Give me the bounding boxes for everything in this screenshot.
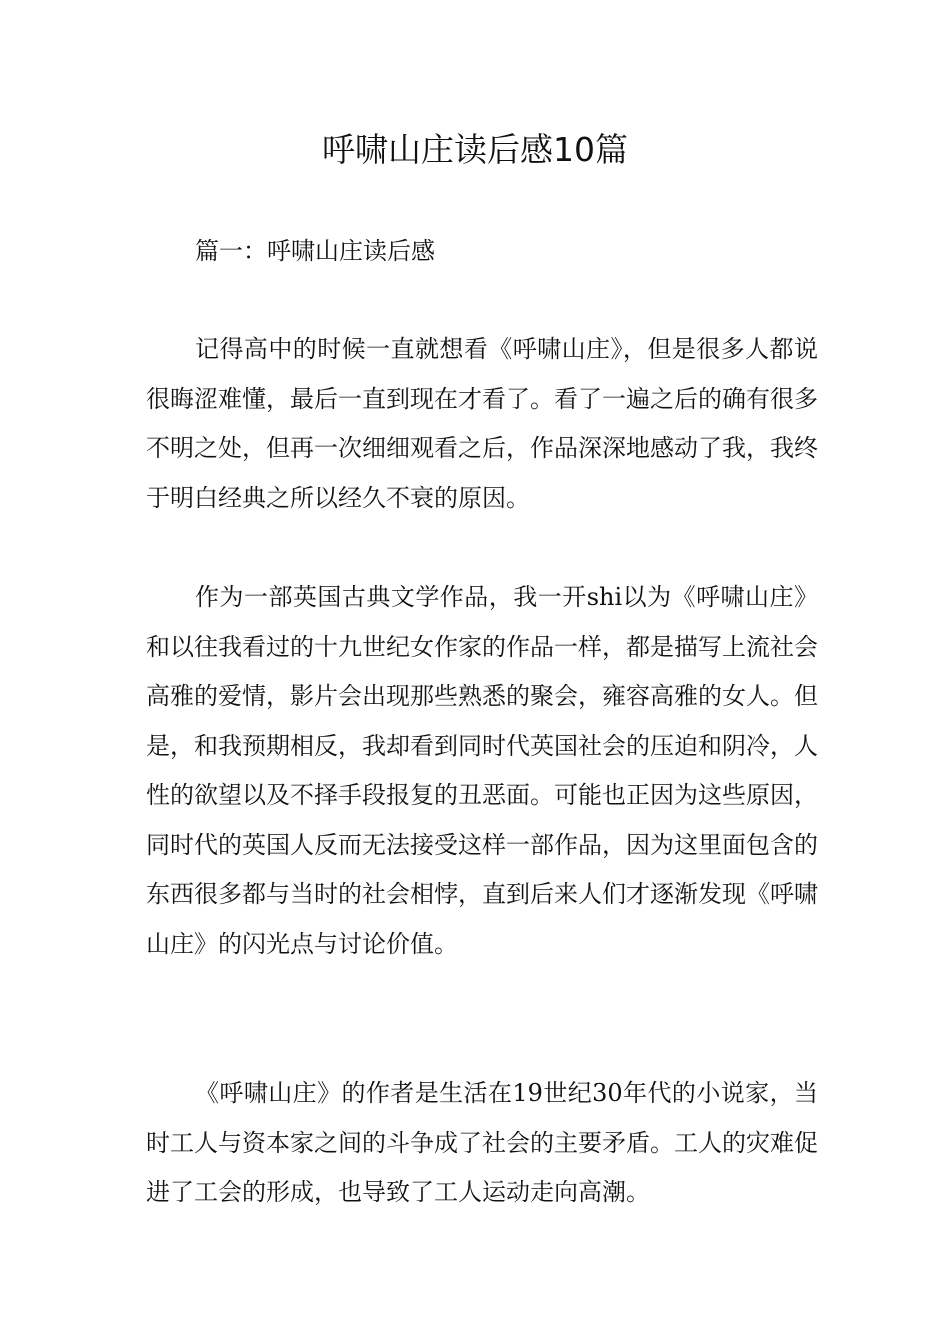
body-paragraph-2: 作为一部英国古典文学作品，我一开shi以为《呼啸山庄》和以往我看过的十九世纪女作家的作品一样，都是描写上流社会高雅的爱情，影片会出现那些熟悉的聚会，雍容高雅的女人。但是，和我预期相反，我却看到同时代英国社会的压迫和阴冷，人性的欲望以及不择手段报复的丑恶面。可能也正因为这些原因，同时代的英国人反而无法接受这样一部作品，因为这里面包含的东西很多都与当时的社会相悖，直到后来人们才逐渐发现《呼啸山庄》的闪光点与讨论价值。 — [146, 583, 818, 958]
document-title: 呼啸山庄读后感10篇 — [322, 130, 628, 169]
body-paragraph-1: 记得高中的时候一直就想看《呼啸山庄》，但是很多人都说很晦涩难懂，最后一直到现在才看了。看了一遍之后的确有很多不明之处，但再一次细细观看之后，作品深深地感动了我，我终于明白经典之所以经久不衰的原因。 — [146, 335, 818, 512]
body-paragraph-3: 《呼啸山庄》的作者是生活在19世纪30年代的小说家，当时工人与资本家之间的斗争成了社会的主要矛盾。工人的灾难促进了工会的形成，也导致了工人运动走向高潮。 — [146, 1079, 818, 1206]
section-heading: 篇一：呼啸山庄读后感 — [195, 237, 435, 265]
